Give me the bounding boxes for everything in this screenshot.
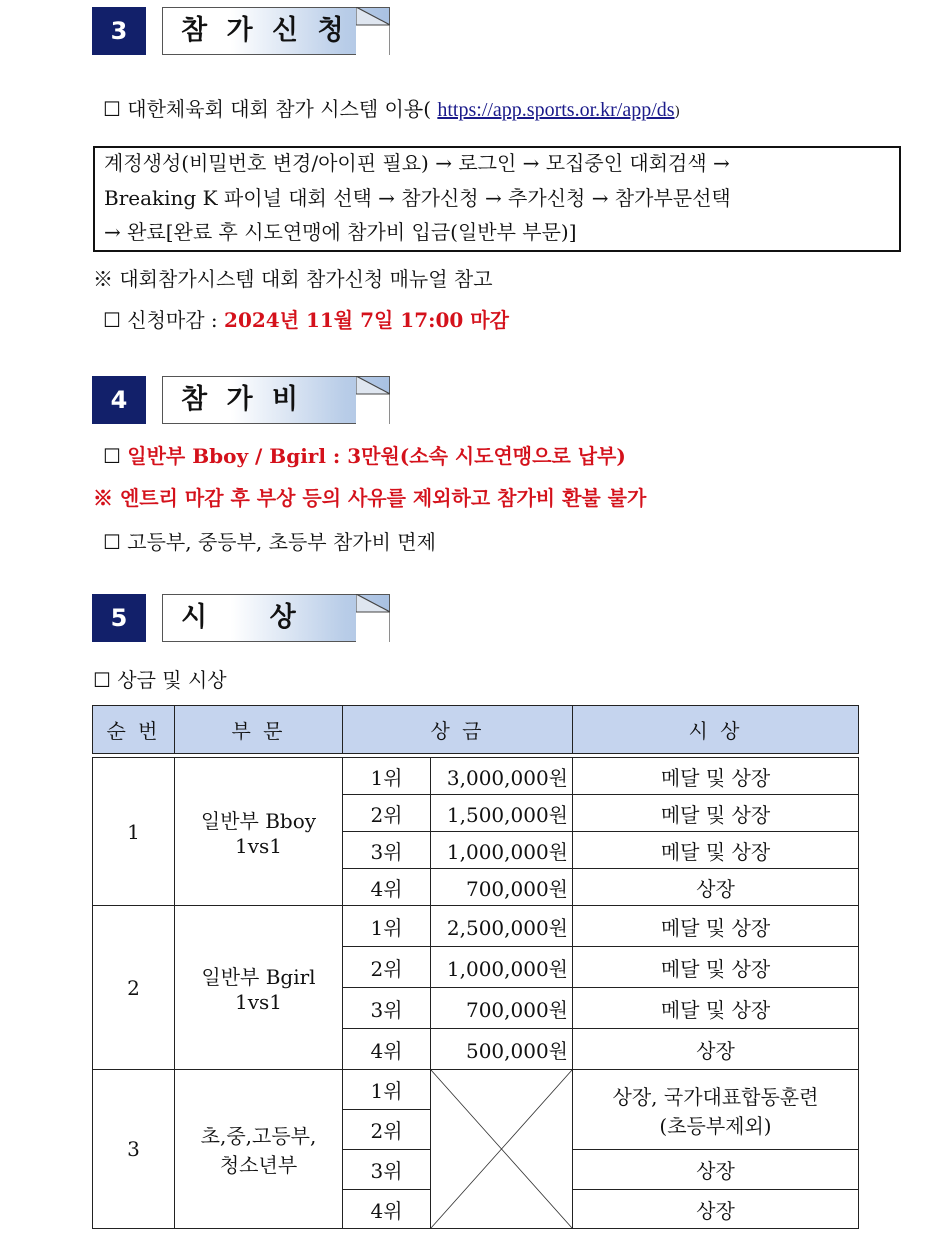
award-cell: 상장 — [573, 1190, 859, 1229]
award-cell-training — [573, 1070, 859, 1150]
group-2-number: 2 — [93, 906, 175, 1070]
no-prize-cross-cell — [431, 1070, 573, 1229]
prize-cell: 3,000,000원 — [431, 758, 573, 795]
table-row — [93, 906, 859, 947]
process-line-3: → 완료[완료 후 시도연맹에 참가비 입금(일반부 부문)] — [104, 220, 577, 244]
prize-cell: 1,500,000원 — [431, 795, 573, 832]
rank-cell: 1위 — [343, 906, 431, 947]
prize-cell: 1,000,000원 — [431, 947, 573, 988]
awards-table — [92, 705, 859, 1229]
section-4-number: 4 — [92, 376, 146, 424]
registration-link[interactable]: https://app.sports.or.kr/app/ds — [437, 99, 675, 121]
folded-corner-icon — [356, 376, 390, 424]
group-1-division: 일반부 Bboy 1vs1 — [175, 758, 343, 906]
fee-bullet: ☐ — [103, 444, 128, 468]
prize-cell: 700,000원 — [431, 988, 573, 1029]
fee-exemption: ☐ 고등부, 중등부, 초등부 참가비 면제 — [103, 530, 436, 554]
deadline-line — [103, 306, 509, 334]
group-3-division-line-2: 청소년부 — [219, 1153, 298, 1177]
award-cell: 상장 — [573, 1150, 859, 1190]
section-3-number: 3 — [92, 7, 146, 55]
award-cell: 상장 — [573, 1029, 859, 1070]
fee-line — [103, 442, 626, 470]
prize-cell: 1,000,000원 — [431, 832, 573, 869]
process-line-2: Breaking K 파이널 대회 선택 → 참가신청 → 추가신청 → 참가부문선택 — [104, 186, 731, 210]
rank-cell: 4위 — [343, 1190, 431, 1229]
rank-cell: 4위 — [343, 1029, 431, 1070]
deadline-value: 2024년 11월 7일 17:00 마감 — [224, 308, 509, 332]
process-line-1: 계정생성(비밀번호 변경/아이핀 필요) → 로그인 → 모집중인 대회검색 → — [104, 151, 730, 175]
award-cell: 메달 및 상장 — [573, 906, 859, 947]
rank-cell: 2위 — [343, 795, 431, 832]
system-usage-suffix: ) — [674, 104, 681, 120]
group-3-number: 3 — [93, 1070, 175, 1229]
header-number: 순 번 — [93, 706, 175, 754]
rank-cell: 1위 — [343, 758, 431, 795]
prize-cell: 2,500,000원 — [431, 906, 573, 947]
fee-value: 일반부 Bboy / Bgirl : 3만원(소속 시도연맹으로 납부) — [127, 444, 626, 468]
header-division: 부 문 — [175, 706, 343, 754]
process-box — [93, 146, 901, 252]
section-5-header — [162, 594, 390, 642]
group-3-division — [175, 1070, 343, 1229]
rank-cell: 4위 — [343, 869, 431, 906]
award-cell: 메달 및 상장 — [573, 795, 859, 832]
rank-cell: 3위 — [343, 988, 431, 1029]
table-row — [93, 758, 859, 795]
section-5-number: 5 — [92, 594, 146, 642]
award-cell: 메달 및 상장 — [573, 988, 859, 1029]
award-training-line-2: (초등부제외) — [659, 1113, 772, 1138]
awards-subtitle: ☐ 상금 및 시상 — [93, 668, 227, 692]
prize-cell: 500,000원 — [431, 1029, 573, 1070]
folded-corner-icon — [356, 594, 390, 642]
rank-cell: 2위 — [343, 1110, 431, 1150]
rank-cell: 3위 — [343, 1150, 431, 1190]
table-row — [93, 1070, 859, 1110]
award-cell: 메달 및 상장 — [573, 947, 859, 988]
table-header-row — [93, 706, 859, 754]
award-cell: 상장 — [573, 869, 859, 906]
section-5-title: 시 상 — [181, 602, 301, 633]
system-usage-text: ☐ 대한체육회 대회 참가 시스템 이용( — [103, 97, 438, 121]
system-usage-line — [103, 95, 680, 126]
group-1-number: 1 — [93, 758, 175, 906]
group-3-division-line-1: 초,중,고등부, — [200, 1124, 317, 1148]
award-training-line-1: 상장, 국가대표합동훈련 — [612, 1084, 819, 1109]
deadline-label: ☐ 신청마감 : — [103, 308, 225, 332]
section-4-title: 참 가 비 — [181, 384, 304, 415]
manual-note: ※ 대회참가시스템 대회 참가신청 매뉴얼 참고 — [93, 267, 493, 291]
section-4-header — [162, 376, 390, 424]
cross-mark-icon — [431, 1070, 572, 1228]
prize-cell: 700,000원 — [431, 869, 573, 906]
rank-cell: 3위 — [343, 832, 431, 869]
award-cell: 메달 및 상장 — [573, 758, 859, 795]
rank-cell: 2위 — [343, 947, 431, 988]
header-prize: 상 금 — [343, 706, 573, 754]
section-3-header — [162, 7, 390, 55]
header-award: 시 상 — [573, 706, 859, 754]
folded-corner-icon — [356, 7, 390, 55]
award-cell: 메달 및 상장 — [573, 832, 859, 869]
group-2-division: 일반부 Bgirl 1vs1 — [175, 906, 343, 1070]
refund-note: ※ 엔트리 마감 후 부상 등의 사유를 제외하고 참가비 환불 불가 — [93, 486, 647, 510]
section-3-title: 참 가 신 청 — [181, 15, 349, 46]
rank-cell: 1위 — [343, 1070, 431, 1110]
